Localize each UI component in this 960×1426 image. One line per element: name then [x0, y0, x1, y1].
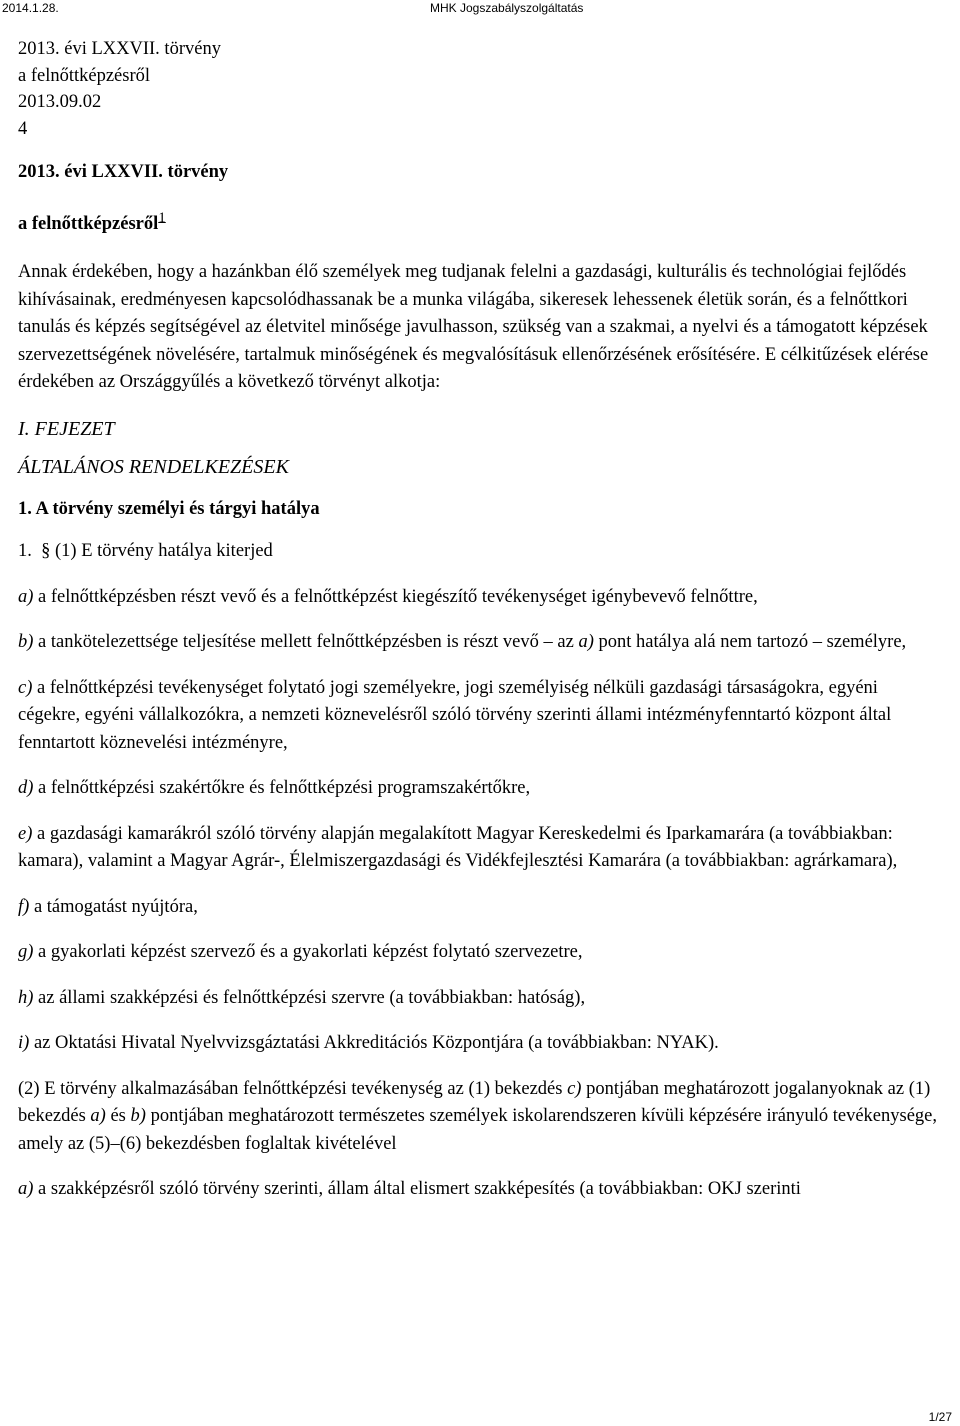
- list-item-d: [18, 775, 943, 803]
- para-2-ref-a: a): [90, 1106, 106, 1126]
- para-2-text: és: [105, 1106, 131, 1126]
- law-title: 2013. évi LXXVII. törvény: [18, 162, 229, 182]
- item-text: a gyakorlati képzést szervező és a gyakorlati képzést folytató szervezetre,: [38, 942, 583, 962]
- meta-subject: a felnőttképzésről: [18, 65, 151, 86]
- document-body: [18, 36, 943, 1204]
- item-label: i): [18, 1033, 30, 1053]
- list-item-b: [18, 629, 943, 657]
- item-label: e): [18, 823, 33, 844]
- chapter-number: I. FEJEZET: [18, 417, 115, 440]
- print-header: [0, 0, 960, 20]
- item-label: c): [18, 677, 33, 698]
- list-item-f: [18, 894, 943, 922]
- para-2-text: (2) E törvény alkalmazásában felnőttképzési tevékenység az (1) bekezdés: [18, 1078, 568, 1099]
- item-label: g): [18, 942, 34, 962]
- meta-title: 2013. évi LXXVII. törvény: [18, 39, 221, 59]
- item-text: a támogatást nyújtóra,: [33, 896, 198, 917]
- list-item-i: [18, 1030, 943, 1058]
- chapter-title: ÁLTALÁNOS RENDELKEZÉSEK: [18, 456, 289, 478]
- item-label: h): [18, 987, 34, 1008]
- item-label: a): [18, 1179, 34, 1199]
- page-counter: 1/27: [928, 1410, 952, 1424]
- section-1-intro: [18, 538, 943, 566]
- item-text: a szakképzésről szóló törvény szerinti, állam által elismert szakképesítés (a továbbiakban: OKJ szerinti: [38, 1179, 801, 1199]
- law-subtitle-text: a felnőttképzésről: [18, 213, 159, 234]
- list-item-g: [18, 939, 943, 967]
- list-item-a: [18, 584, 943, 612]
- footnote-link[interactable]: 1: [158, 209, 166, 226]
- list-item-c: [18, 675, 943, 758]
- meta-date: 2013.09.02: [18, 92, 102, 112]
- meta-number: 4: [18, 118, 28, 139]
- item-text: a felnőttképzési tevékenységet folytató jogi személyekre, jogi személyiség nélküli gazdasági társaságokra, egyéni cégekre, egyéni vállalkozókra, a nemzeti köznevelésről szóló törvény szerinti állami intézményfenntartó központ által fenntartott köznevelési intézményre,: [18, 677, 892, 753]
- item-label: b): [18, 632, 34, 652]
- para-2-text: pontjában meghatározott természetes személyek iskolarendszeren kívüli képzésére irányuló tevékenysége, amely az (5)–(6) bekezdésben foglaltak kivételével: [18, 1106, 938, 1154]
- list-item-h: [18, 985, 943, 1013]
- law-subtitle: [18, 211, 943, 239]
- section-number: 1.: [18, 541, 32, 561]
- para-2-item-a: [18, 1176, 943, 1204]
- para-2-ref-b: b): [130, 1106, 146, 1126]
- item-text: a felnőttképzésben részt vevő és a felnőttképzést kiegészítő tevékenységet igénybevevő felnőttre,: [38, 586, 758, 607]
- item-text-continued: pont hatálya alá nem tartozó – személyre,: [593, 632, 907, 652]
- item-label: f): [18, 896, 30, 917]
- section-title: 1. A törvény személyi és tárgyi hatálya: [18, 498, 320, 519]
- item-label: d): [18, 778, 34, 798]
- paragraph-2: [18, 1076, 943, 1159]
- list-item-e: [18, 821, 943, 876]
- para-2-text: pontjában meghatározott jogalanyoknak az (1) bekezdés: [18, 1078, 931, 1126]
- item-text: az állami szakképzési és felnőttképzési szervre (a továbbiakban: hatóság),: [38, 987, 586, 1008]
- print-date: 2014.1.28.: [2, 1, 59, 15]
- item-inline-ref: a): [578, 632, 594, 652]
- item-text: a felnőttképzési szakértőkre és felnőttképzési programszakértőkre,: [38, 778, 531, 798]
- preamble: Annak érdekében, hogy a hazánkban élő személyek meg tudjanak felelni a gazdasági, kulturális és technológiai fejlődés kihívásainak, eredményesen kapcsolódhassanak be a munka világába, sikeresek lehessenek életük során, és a felnőttkori tanulás és képzés segítségével az életvitel minősége javulhasson, szükség van a szakmai, a nyelvi és a támogatott képzések szervezettségének növelésére, tartalmuk minőségének és megvalósításuk ellenőrzésének erősítésére. E célkitűzések elérése érdekében az Országgyűlés a következő törvényt alkotja:: [18, 262, 929, 392]
- print-site-name: MHK Jogszabályszolgáltatás: [430, 1, 584, 15]
- item-label: a): [18, 586, 34, 607]
- item-text: a gazdasági kamarákról szóló törvény alapján megalakított Magyar Kereskedelmi és Iparkamarára (a továbbiakban: kamara), valamint a Magyar Agrár-, Élelmiszergazdasági és Vidékfejlesztési Kamarára (a továbbiakban: agrárkamara),: [18, 823, 898, 871]
- item-text: a tankötelezettsége teljesítése mellett felnőttképzésben is részt vevő – az: [38, 632, 579, 652]
- para-2-ref-c: c): [567, 1078, 582, 1099]
- item-text: az Oktatási Hivatal Nyelvvizsgáztatási Akkreditációs Központjára (a továbbiakban: NYAK).: [33, 1033, 719, 1053]
- section-sign: §: [41, 541, 51, 561]
- section-1-text: (1) E törvény hatálya kiterjed: [55, 541, 273, 561]
